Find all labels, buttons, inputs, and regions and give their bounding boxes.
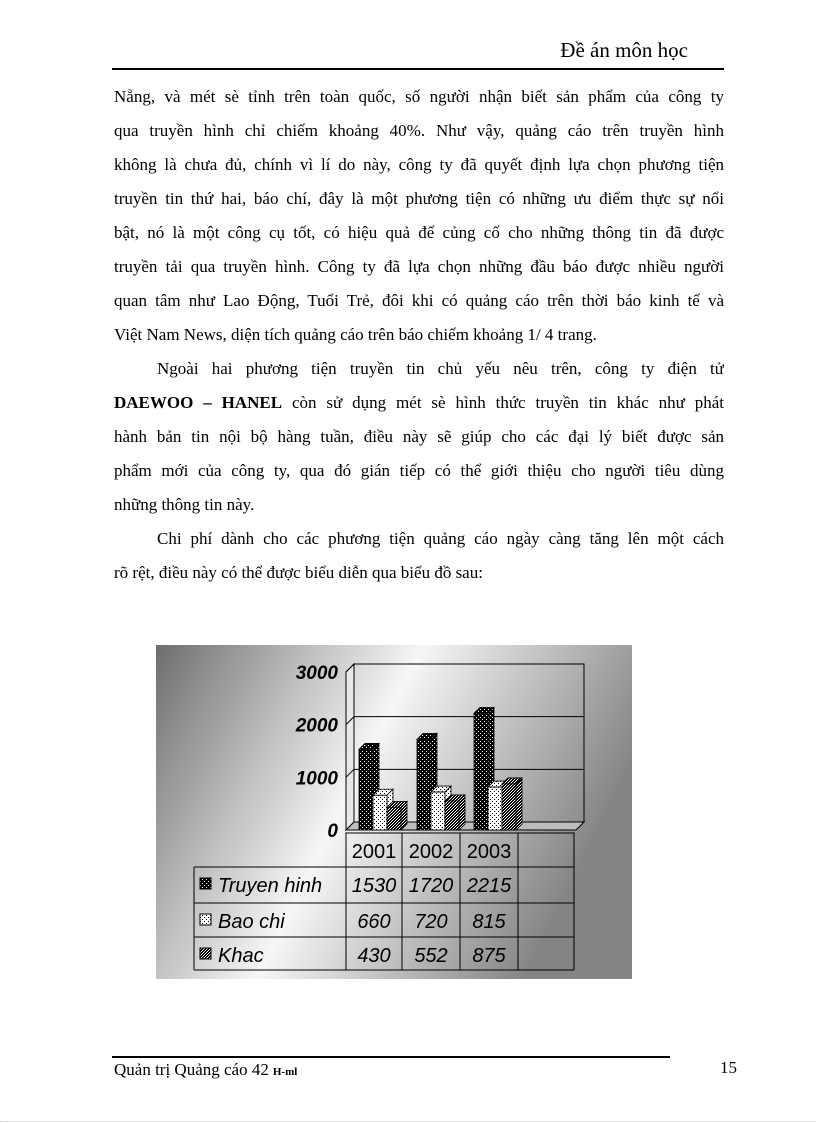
legend-swatch [200,914,211,925]
bar-front [417,739,431,830]
footer-course-suffix: H-ml [272,1066,298,1078]
bar [387,801,407,830]
footer-course: Quản trị Quảng cáo 42 [114,1060,269,1079]
text-line: qua truyền hình chỉ chiếm khoảng 40%. Như vậy, quảng cáo trên truyền hình [114,121,724,140]
data-label: 1530 [351,875,397,897]
data-label: 1720 [408,875,454,897]
side-wall [346,664,354,830]
bar [502,778,522,830]
bar [445,795,465,830]
page-number: 15 [720,1058,737,1077]
bar-front [474,713,488,830]
text-line: Nẵng, và mét sè tỉnh trên toàn quốc, số người nhận biết sản phẩm của công ty [114,87,724,106]
x-category-label: 2003 [466,841,512,863]
bar-front [445,801,459,830]
text-line: bật, nó là một công cụ tốt, có hiệu quả để củng cố cho những thông tin đã được [114,223,724,242]
chart-svg [156,645,632,979]
footer-course-label [114,1060,297,1080]
text-line: không là chưa đủ, chính vì lí do này, công ty đã quyết định lựa chọn phương tiện [114,155,724,174]
footer-rule [112,1056,670,1058]
paragraph-3 [114,522,724,590]
bar-front [488,787,502,830]
text-line: truyền tải qua truyền hình. Công ty đã lựa chọn những đầu báo được nhiều người [114,257,724,276]
data-label: 660 [357,911,391,933]
data-label: 815 [472,911,506,933]
paragraph-1 [114,80,724,352]
company-brand: DAEWOO – HANEL [114,393,283,412]
data-label: 720 [414,911,448,933]
header-rule [112,68,724,70]
data-label: 875 [472,945,506,967]
text-line: quan tâm như Lao Động, Tuổi Trẻ, đôi khi có quảng cáo trên thời báo kinh tế và [114,291,724,310]
bar-front [502,784,516,830]
paragraph-2 [114,352,724,522]
bar-side [516,778,522,830]
bar-side [459,795,465,830]
legend-label: Bao chi [218,911,285,933]
data-label: 430 [357,945,391,967]
x-category-label: 2001 [351,841,397,863]
bar-front [431,792,445,830]
y-tick-label: 1000 [295,768,338,790]
bar-front [387,807,401,830]
legend-label: Truyen hinh [218,875,323,897]
text-line: Ngoài hai phương tiện truyền tin chủ yếu nêu trên, công ty điện tử [157,359,724,378]
text-line: truyền tin thứ hai, báo chí, đây là một phương tiện có những ưu điểm thực sự nổi [114,189,724,208]
text-line: Chi phí dành cho các phương tiện quảng cáo ngày càng tăng lên một cách [157,529,724,548]
text-line [114,386,724,420]
data-label: 2215 [466,875,512,897]
page-header-title: Đề án môn học [560,38,688,62]
data-label: 552 [414,945,448,967]
bottom-dotted-line [0,1121,816,1122]
text-line: những thông tin này. [114,495,255,514]
text-span: còn sử dụng mét sè hình thức truyền tin khác như phát [282,393,724,412]
text-line: hành bản tin nội bộ hàng tuần, điều này sẽ giúp cho các đại lý biết được sản [114,427,724,446]
bar-front [359,749,373,830]
text-line: rõ rệt, điều này có thể được biểu diễn qua biểu đồ sau: [114,563,483,582]
text-line: Việt Nam News, diện tích quảng cáo trên báo chiếm khoảng 1/ 4 trang. [114,325,597,344]
text-line: phẩm mới của công ty, qua đó gián tiếp có thể giới thiệu cho người tiêu dùng [114,461,724,480]
body-text [114,80,724,590]
y-tick-label: 0 [327,821,338,842]
bar-front [373,795,387,830]
y-tick-label: 3000 [295,663,338,684]
legend-swatch [200,878,211,889]
legend-swatch [200,948,211,959]
y-tick-label: 2000 [295,715,338,737]
ad-spending-chart [156,645,632,979]
legend-label: Khac [218,945,264,967]
x-category-label: 2002 [408,841,454,863]
